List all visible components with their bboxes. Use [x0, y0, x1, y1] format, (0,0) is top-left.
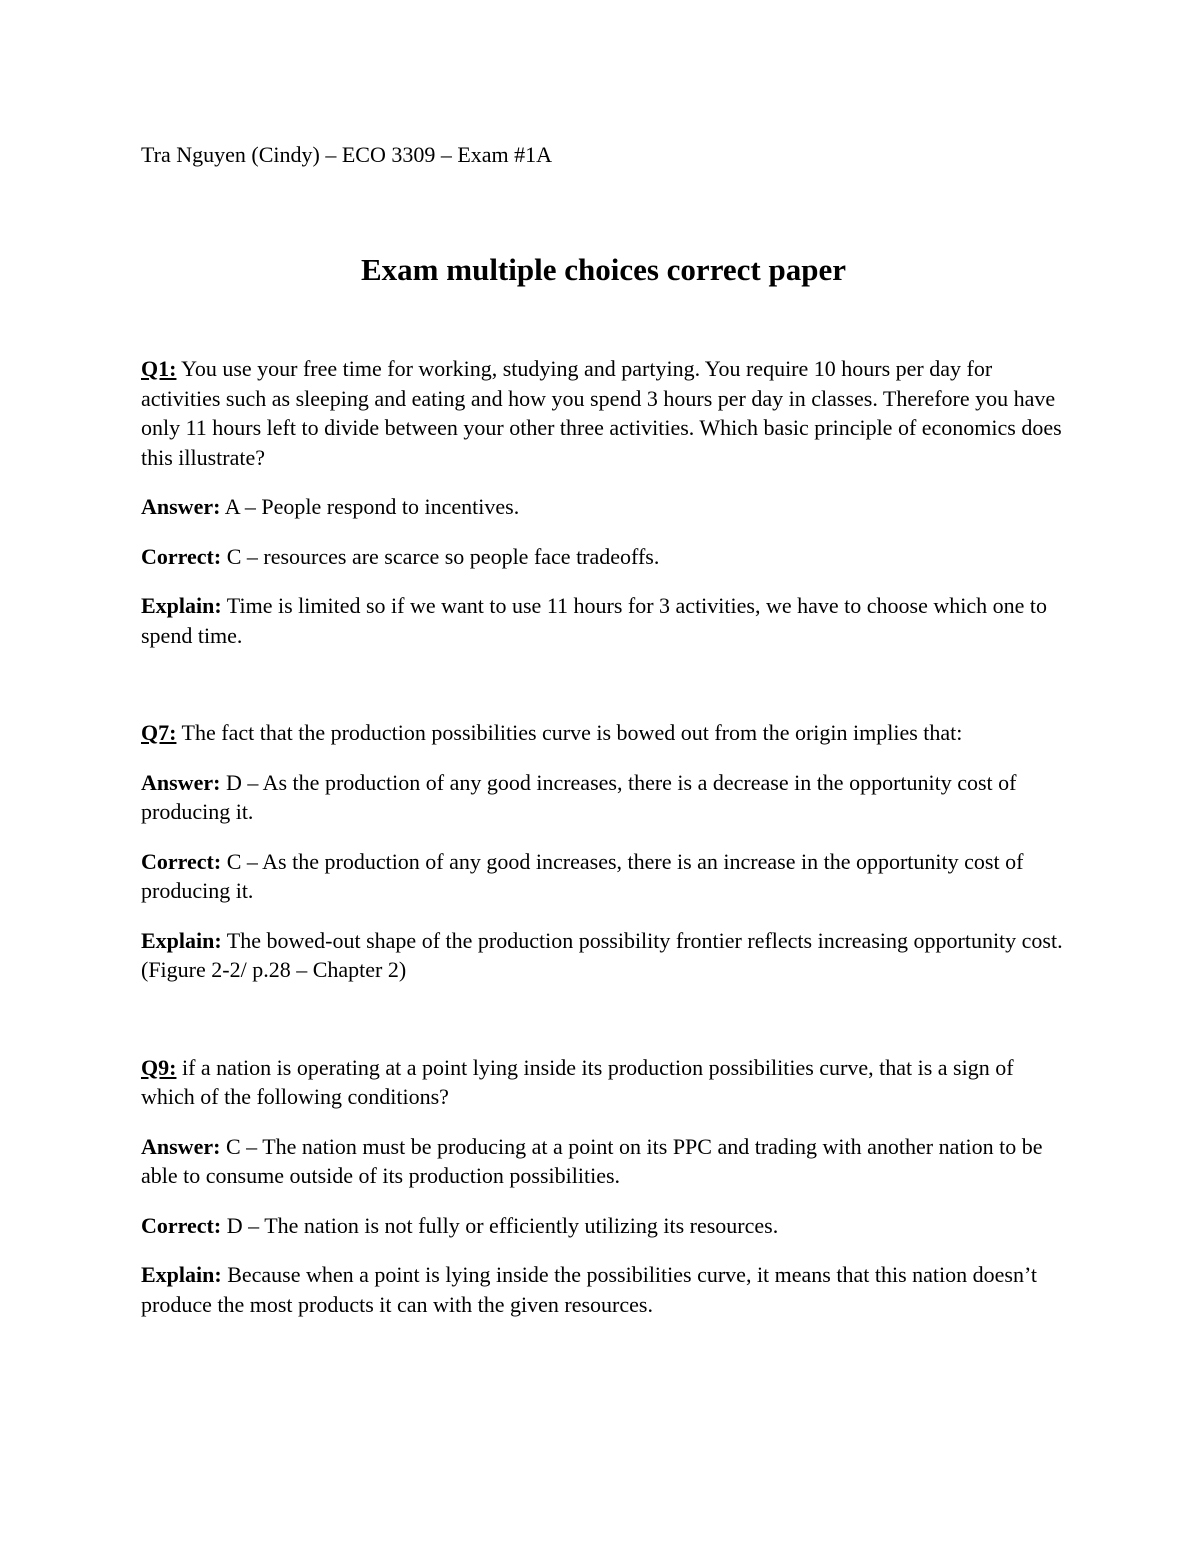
question-label: Q1:	[141, 356, 177, 381]
correct-text: C – resources are scarce so people face tradeoffs.	[221, 543, 660, 569]
question-q7	[141, 718, 1066, 985]
document-title: Exam multiple choices correct paper	[361, 252, 846, 287]
answer-text: A – People respond to incentives.	[220, 494, 520, 519]
explain-label: Explain:	[141, 927, 222, 953]
document-page	[141, 140, 1066, 1319]
explain-line	[141, 1260, 1066, 1319]
answer-label: Answer:	[141, 494, 221, 519]
answer-line	[141, 1132, 1066, 1191]
question-text	[141, 354, 1066, 472]
correct-line	[141, 847, 1066, 906]
explain-line	[141, 926, 1066, 985]
correct-line	[141, 1211, 1066, 1241]
answer-line	[141, 768, 1066, 827]
question-label: Q7:	[141, 720, 177, 745]
question-label: Q9:	[141, 1054, 177, 1080]
question-q1	[141, 354, 1066, 650]
correct-label: Correct:	[141, 1212, 222, 1238]
title-wrapper	[141, 170, 1066, 287]
answer-label: Answer:	[141, 1133, 221, 1159]
correct-text: C – As the production of any good increases, there is an increase in the opportunity cost of producing it.	[141, 848, 1024, 903]
answer-line	[141, 492, 1066, 522]
document-header: Tra Nguyen (Cindy) – ECO 3309 – Exam #1A	[141, 142, 553, 167]
answer-text: D – As the production of any good increases, there is a decrease in the opportunity cost of producing it.	[141, 769, 1017, 824]
answer-text: C – The nation must be producing at a point on its PPC and trading with another nation to be able to consume outside of its production possibilities.	[141, 1133, 1043, 1188]
question-text	[141, 1053, 1066, 1112]
question-body: if a nation is operating at a point lying inside its production possibilities curve, that is a sign of which of the following conditions?	[141, 1054, 1014, 1109]
question-q9	[141, 1053, 1066, 1320]
explain-label: Explain:	[141, 1262, 222, 1287]
question-text	[141, 718, 1066, 748]
question-body: The fact that the production possibilities curve is bowed out from the origin implies that:	[176, 720, 963, 745]
explain-text: The bowed-out shape of the production possibility frontier reflects increasing opportunity cost. (Figure 2-2/ p.28 – Chapter 2)	[141, 927, 1063, 982]
explain-line	[141, 591, 1066, 650]
correct-label: Correct:	[141, 848, 222, 874]
correct-line	[141, 542, 1066, 572]
explain-text: Because when a point is lying inside the possibilities curve, it means that this nation doesn’t produce the most products it can with the given resources.	[141, 1262, 1038, 1317]
question-body: You use your free time for working, studying and partying. You require 10 hours per day for activities such as sleeping and eating and how you spend 3 hours per day in classes. Therefore you have only 11 hours left to divide between your other three activities. Which basic principle of economics does this illustrate?	[141, 356, 1062, 470]
correct-label: Correct:	[141, 543, 222, 569]
correct-text: D – The nation is not fully or efficiently utilizing its resources.	[221, 1212, 779, 1238]
answer-label: Answer:	[141, 769, 221, 795]
explain-label: Explain:	[141, 593, 222, 618]
explain-text: Time is limited so if we want to use 11 hours for 3 activities, we have to choose which one to spend time.	[141, 593, 1047, 648]
